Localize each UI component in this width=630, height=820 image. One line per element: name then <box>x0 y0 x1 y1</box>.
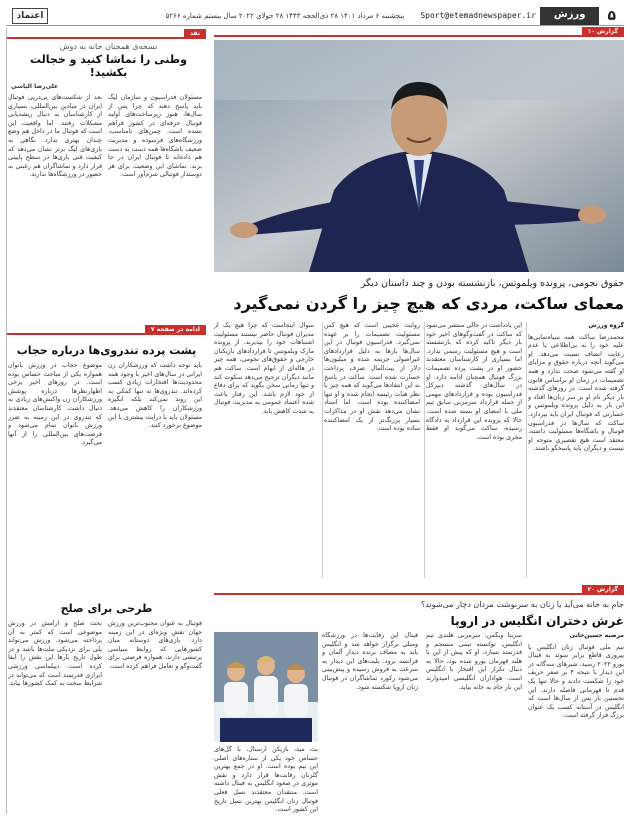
section-email[interactable]: Sport@etemadnewspaper.ir <box>420 11 536 20</box>
women-team-photo <box>214 632 318 742</box>
hijab-text-col-1: موضوع حجاب در ورزش بانوان همواره یکی از مباحث حساس بوده است. در روزهای اخیر برخی اظهارنظرها درباره پوشش ورزشکاران زن واکنش‌های زیادی به دنبال داشت. کارشناسان معتقدند که تندروی در این زمینه به ضرر ورزش بانوان تمام می‌شود و فرصت‌های بین‌المللی را از آنها می‌گیرد. <box>8 362 102 447</box>
women-story-byline: مرضیه حسین‌خانی <box>569 632 624 639</box>
opinion-kicker: نسخه‌ی همجنان خانه به دوش <box>59 42 158 51</box>
hijab-headline: پشت پرده تندروی‌ها درباره حجاب <box>16 344 197 357</box>
women-story-tag-bar <box>214 586 624 595</box>
main-photo <box>214 40 624 272</box>
peace-text-col-1: بحث صلح و آرامش در ورزش موضوعی است که کمتر به آن پرداخته می‌شود. ورزش می‌تواند پلی برای نزدیکی ملت‌ها باشد و در طول تاریخ بارها این نقش را ایفا کرده است. دیپلماسی ورزشی ابزاری قدرتمند است که می‌تواند در شرایط سخت به کمک کشورها بیاید. <box>8 620 102 688</box>
opinion-continue[interactable]: ادامه در صفحه ۷ <box>145 325 206 334</box>
peace-text-col-2: فوتبال به عنوان محبوب‌ترین ورزش جهان نقش ویژه‌ای در این زمینه دارد. بازی‌های دوستانه میان کشورهایی که روابط سیاسی پرتنشی دارند، همواره فرصتی برای گفت‌وگو و تعامل فراهم کرده است. <box>108 620 202 670</box>
newspaper-logo: اعتماد <box>12 8 48 24</box>
women-story-headline: غرش دختران انگلیس در اروپا <box>450 614 624 628</box>
women-story-col-4: بث مید، بازیکن آرسنال، با گل‌های حساس خود یکی از ستاره‌های اصلی این تیم بوده است. او در جمع بهترین گلزنان رقابت‌ها قرار دارد و نقش موثری در صعود انگلیس به فینال داشته است. منتقدان معتقدند نسل فعلی فوتبال زنان انگلیس بهترین نسل تاریخ این کشور است. <box>214 746 318 814</box>
opinion-continue-bar <box>7 326 206 335</box>
main-story-tag-bar <box>214 28 624 37</box>
opinion-tag-bar <box>7 30 206 39</box>
issue-line: پنجشنبه ۶ مرداد ۱۴۰۱ ۲۸ ذی‌الحجه ۱۴۴۳ ۲۸ جولای ۲۰۲۲ سال بیستم شماره ۵۲۶۶ <box>165 11 405 20</box>
main-story-tag: گزارش ۱۰ <box>582 27 624 36</box>
women-story-col-1 <box>528 632 624 814</box>
peace-headline: طرحی برای صلح <box>60 602 153 615</box>
man-in-suit-photo <box>214 40 624 272</box>
main-story-col-2: این یادداشت در حالی منتشر می‌شود که ساکت در گفت‌وگوهای اخیر خود بار دیگر تاکید کرده که بازنشسته است و هیچ مسئولیت رسمی ندارد. اما بسیاری از کارشناسان معتقدند حضور او در پشت پرده تصمیمات بزرگ فوتبال همچنان ادامه دارد. او در سال‌های گذشته دبیرکل فدراسیون بوده و قراردادهای مهمی از جمله قرارداد سرمربی سابق تیم ملی با امضای او بسته شده است. حالا که پرونده این قرارداد به دادگاه رسیده، ساکت می‌گوید او فقط مجری بوده است. <box>426 322 522 441</box>
main-story-kicker: حقوق نجومی، پرونده ویلموتس، بازنشسته بودن و چند داستان دیگر <box>360 278 624 289</box>
opinion-tag: نقد <box>184 29 206 38</box>
hijab-text-col-2: باید توجه داشت که ورزشکاران زن ایرانی در سال‌های اخیر با وجود همه محدودیت‌ها افتخارات زیادی کسب کرده‌اند. تندروی‌ها نه تنها کمکی به این روند نمی‌کند بلکه انگیزه ورزشکاران را کاهش می‌دهد. مسئولان باید با درایت بیشتری با این موضوع برخورد کنند. <box>108 362 202 430</box>
main-story-col-3: روایت عجیبی است که هیچ کس مسئولیت تصمیمات را بر عهده نمی‌گیرد. فدراسیون فوتبال در این سال‌ها بارها به دلیل قراردادهای غیراصولی جریمه شده و میلیون‌ها دلار از بیت‌المال صرف پرداخت خسارت شده است. ساکت در پاسخ به این انتقادها می‌گوید که همه چیز با نظر هیات رئیسه انجام شده و او تنها امضاکننده بوده است. اما اسناد نشان می‌دهد نقش او در مذاکرات بسیار پررنگ‌تر از یک امضاکننده ساده بوده است. <box>324 322 420 433</box>
divider <box>322 322 323 578</box>
masthead <box>6 6 624 26</box>
women-story-kicker: جام به خانه می‌آید یا زنان به سرنوشت مردان دچار می‌شوند؟ <box>420 600 624 609</box>
left-column <box>6 28 206 814</box>
main-story-byline: گروه ورزش <box>588 322 624 329</box>
women-story-col-3: فینال این رقابت‌ها در ورزشگاه ومبلی برگزار خواهد شد و انگلیس باید به مصاف برنده دیدار آلمان و فرانسه برود. بلیت‌های این دیدار به سرعت به فروش رسیده و پیش‌بینی می‌شود رکورد تماشاگران در فوتبال زنان اروپا شکسته شود. <box>322 632 418 691</box>
section-label: ورزش <box>540 7 600 25</box>
opinion-text-col-1: بعد از شکست‌های پی‌درپی فوتبال ایران در میادین بین‌المللی، بسیاری از کارشناسان به دنبال ریشه‌یابی مشکلات رفتند. اما واقعیت این است که فوتبال ما در داخل هم وضع چندان بهتری ندارد. نگاهی به بازی‌های لیگ برتر نشان می‌دهد که کیفیت فنی بازی‌ها در سطح پایینی قرار دارد و تماشاگران هم رغبتی به حضور در ورزشگاه‌ها ندارند. <box>8 94 102 179</box>
main-story-text-1: محمدرضا ساکت همه سیاه‌نمایی‌ها علیه خود را به بی‌اطلاعی یا عدم رعایت انصاف نسبت می‌دهد. او می‌گوید آنچه درباره حقوق و مزایای او گفته می‌شود صحت ندارد و همه تصمیمات در زمان او براساس قانون گرفته شده است. در روزهای گذشته بار دیگر نام او بر سر زبان‌ها افتاد و این بار به دلیل پرونده ویلموتس و خسارتی که فوتبال ایران باید بپردازد. ساکت که سال‌ها در فدراسیون فوتبال و باشگاه‌ها مسئولیت داشته، معتقد است هیچ تقصیری متوجه او نیست و دیگران باید پاسخگو باشند. <box>528 333 624 453</box>
women-story-col-2: سرینا ویگمن، سرمربی هلندی تیم انگلیس، توانسته تیمی منسجم و قدرتمند بسازد. او که پیش از این با هلند قهرمان یورو شده بود، حالا به دنبال تکرار این افتخار با انگلیس است. هواداران انگلیسی امیدوارند این بار جام به خانه بیاید. <box>426 632 522 691</box>
opinion-headline: وطنی را تماشا کنید و خجالت بکشید! <box>30 53 187 79</box>
page-number: ۵ <box>607 7 616 24</box>
women-story-text-1: تیم ملی فوتبال زنان انگلیس با پیروزی قاطع برابر سوئد به فینال یورو ۲۰۲۲ رسید. شیرهای سه‌گانه در این دیدار با نتیجه ۴ بر صفر حریف خود را شکست دادند و حالا تنها یک قدم تا قهرمانی فاصله دارند. این نخستین بار پس از سال‌ها است که انگلیس در آستانه کسب یک عنوان بزرگ قرار گرفته است. <box>528 643 624 720</box>
divider <box>424 322 425 578</box>
main-story-headline: معمای ساکت، مردی که هیچ چیز را گردن نمی‌گیرد <box>233 294 624 313</box>
women-story-tag: گزارش ۲۰ <box>582 585 624 594</box>
main-story-col-1 <box>528 322 624 578</box>
opinion-text-col-2: مسئولان فدراسیون و سازمان لیگ باید پاسخ دهند که چرا پس از سال‌ها، هنوز زیرساخت‌های اولیه فوتبال حرفه‌ای در کشور فراهم نشده است. چمن‌های نامناسب، ورزشگاه‌های فرسوده و مدیریت ضعیف باشگاه‌ها همه دست به دست هم داده‌اند تا فوتبال ایران در جا بزند. تماشای این وضعیت برای هر دوستدار فوتبالی شرم‌آور است. <box>108 94 202 179</box>
team-celebration-photo <box>214 632 318 742</box>
divider <box>526 322 527 578</box>
opinion-author: علی‌رضا الیاسی <box>11 83 59 90</box>
main-story-col-4: سوال اینجاست که چرا هیچ یک از مدیران فوتبال حاضر نیستند مسئولیت اشتباهات خود را بپذیرند. از پرونده مارک ویلموتس تا قراردادهای بازیکنان خارجی و حقوق‌های نجومی، همه چیز در هاله‌ای از ابهام است. ساکت هم مانند دیگران ترجیح می‌دهد سکوت کند و تنها زمانی سخن بگوید که برای دفاع از خود لازم باشد. این رفتار باعث شده اعتماد عمومی به مدیریت فوتبال به شدت کاهش یابد. <box>214 322 314 415</box>
